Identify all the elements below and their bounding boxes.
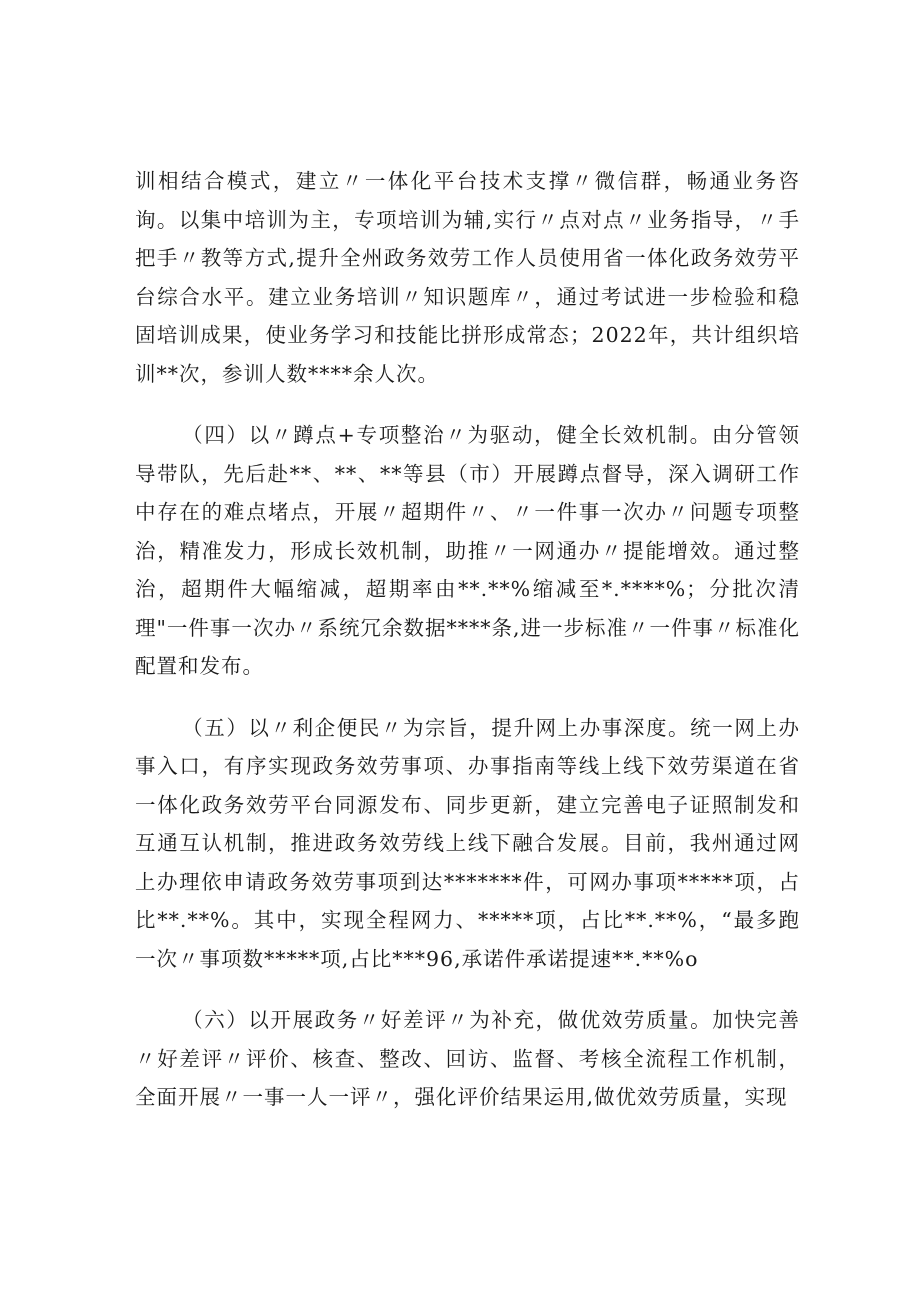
paragraph-section-five: （五）以〃利企便民〃为宗旨，提升网上办事深度。统一网上办事入口，有序实现政务效劳事项、办事指南等线上线下效劳渠道在省一体化政务效劳平台同源发布、同步更新，建立完善电子证照制发和互通互认机制，推进政务效劳线上线下融合发展。目前，我州通过网上办理依申请政务效劳事项到达*******件，可网办事项*****项，占比**.**%。其中，实现全程网力、*****项，占比**.**%，“最多跑一次〃事项数*****项,占比***96,承诺件承诺提速**.**%o: [135, 715, 800, 971]
paragraph-section-six: （六）以开展政务〃好差评〃为补充，做优效劳质量。加快完善〃好差评〃评价、核查、整改、回访、监督、考核全流程工作机制，全面开展〃一事一人一评〃，强化评价结果运用,做优效劳质量，实现: [135, 1008, 800, 1109]
document-body: [135, 162, 800, 1140]
paragraph-training-continuation: 训相结合模式，建立〃一体化平台技术支撑〃微信群，畅通业务咨询。以集中培训为主，专项培训为辅,实行〃点对点〃业务指导，〃手把手〃教等方式,提升全州政务效劳工作人员使用省一体化政务效劳平台综合水平。建立业务培训〃知识题库〃，通过考试进一步检验和稳固培训成果，使业务学习和技能比拼形成常态；2022年，共计组织培训**次，参训人数****余人次。: [135, 169, 800, 386]
paragraph-section-four: （四）以〃蹲点+专项整治〃为驱动，健全长效机制。由分管领导带队，先后赴**、**、**等县（市）开展蹲点督导，深入调研工作中存在的难点堵点，开展〃超期件〃、〃一件事一次办〃问题专项整治，精准发力，形成长效机制，助推〃一网通办〃提能增效。通过整治，超期件大幅缩减，超期率由**.**%缩减至*.****%；分批次清理"一件事一次办〃系统冗余数据****条,进一步标准〃一件事〃标准化配置和发布。: [135, 423, 800, 678]
